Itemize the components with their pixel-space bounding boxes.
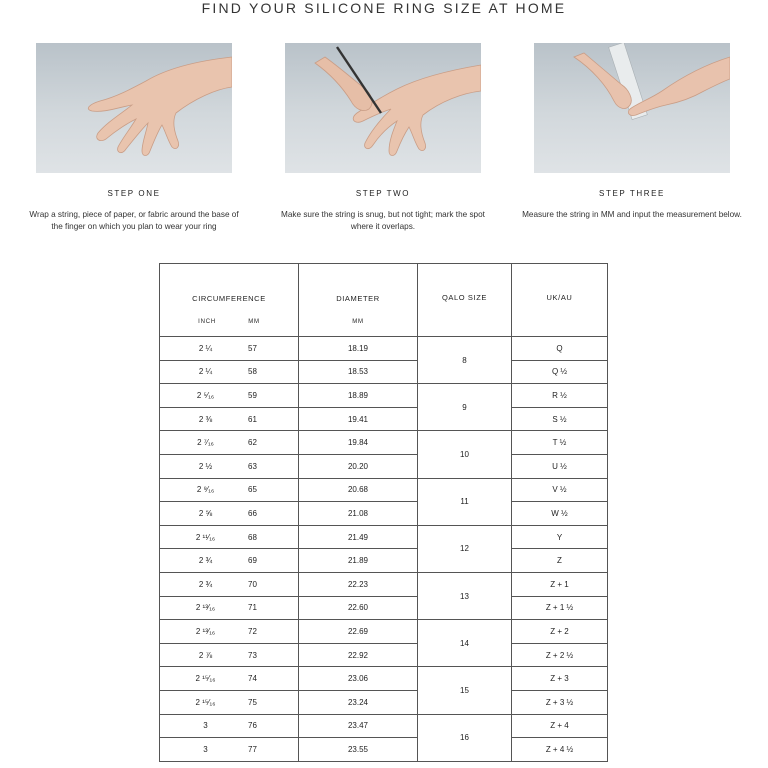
inch-value: 2 ⅞ — [198, 650, 213, 660]
circumference-cell — [160, 384, 299, 408]
step-two-text: Make sure the string is snug, but not tight; mark the spot where it overlaps. — [281, 210, 485, 231]
step-three-photo — [534, 43, 730, 173]
step-three-text: Measure the string in MM and input the measurement below. — [522, 210, 742, 219]
diameter-value: 22.60 — [299, 596, 418, 620]
table-row — [160, 643, 608, 667]
qalo-size-value: 8 — [418, 337, 512, 384]
ukau-value: U ½ — [512, 454, 608, 478]
table-row — [160, 431, 608, 455]
ukau-value: Z + 3 ½ — [512, 690, 608, 714]
diameter-value: 23.06 — [299, 667, 418, 691]
circumference-cell — [160, 407, 299, 431]
mm-value: 72 — [248, 626, 257, 636]
diameter-value: 21.89 — [299, 549, 418, 573]
inch-value: 2 ¼ — [198, 367, 213, 377]
table-row — [160, 667, 608, 691]
diameter-value: 23.55 — [299, 738, 418, 762]
mm-value: 62 — [248, 438, 257, 448]
ukau-value: Z + 1 — [512, 572, 608, 596]
circumference-cell — [160, 525, 299, 549]
diameter-value: 23.47 — [299, 714, 418, 738]
step-one-text: Wrap a string, piece of paper, or fabric around the base of the finger on which you plan to wear your ring — [29, 210, 239, 231]
ukau-value: Q ½ — [512, 360, 608, 384]
measure-illustration — [534, 43, 730, 173]
circumference-cell — [160, 667, 299, 691]
table-row — [160, 337, 608, 361]
mm-value: 73 — [248, 650, 257, 660]
circumference-label: CIRCUMFERENCE — [192, 294, 266, 303]
ukau-value: S ½ — [512, 407, 608, 431]
diameter-value: 20.20 — [299, 454, 418, 478]
qalo-size-value: 12 — [418, 525, 512, 572]
circumference-cell — [160, 690, 299, 714]
mm-value: 57 — [248, 343, 257, 353]
diameter-unit-label: MM — [352, 319, 364, 325]
diameter-value: 19.41 — [299, 407, 418, 431]
mm-value: 61 — [248, 414, 257, 424]
diameter-value: 19.84 — [299, 431, 418, 455]
ukau-value: Y — [512, 525, 608, 549]
circumference-header — [160, 264, 299, 337]
inch-value: 2 ½ — [198, 461, 213, 471]
step-one-title: STEP ONE — [107, 189, 161, 198]
circumference-cell — [160, 714, 299, 738]
diameter-value: 21.08 — [299, 502, 418, 526]
inch-value: 2 ⁷⁄₁₆ — [197, 438, 214, 448]
inch-value: 2 ¹³⁄₁₆ — [195, 626, 216, 636]
diameter-value: 18.53 — [299, 360, 418, 384]
ukau-value: Z — [512, 549, 608, 573]
table-row — [160, 572, 608, 596]
qalo-size-label: QALO SIZE — [442, 293, 487, 302]
table-row — [160, 384, 608, 408]
inch-value: 3 — [203, 744, 208, 754]
ukau-value: T ½ — [512, 431, 608, 455]
inch-value: 2 ¼ — [198, 343, 213, 353]
ukau-value: R ½ — [512, 384, 608, 408]
circumference-cell — [160, 502, 299, 526]
mm-value: 66 — [248, 508, 257, 518]
qalo-size-value: 13 — [418, 572, 512, 619]
circumference-cell — [160, 478, 299, 502]
circumference-cell — [160, 643, 299, 667]
ukau-value: Q — [512, 337, 608, 361]
qalo-size-value: 16 — [418, 714, 512, 761]
circumference-cell — [160, 572, 299, 596]
mm-value: 71 — [248, 603, 257, 613]
mm-label: MM — [248, 319, 260, 325]
inch-value: 2 ⅜ — [198, 414, 213, 424]
qalo-size-value: 11 — [418, 478, 512, 525]
step-three-title: STEP THREE — [599, 189, 665, 198]
table-row — [160, 454, 608, 478]
circumference-cell — [160, 620, 299, 644]
qalo-size-value: 9 — [418, 384, 512, 431]
table-row — [160, 525, 608, 549]
inch-value: 2 ⅝ — [198, 508, 213, 518]
mm-value: 77 — [248, 744, 257, 754]
ukau-value: Z + 2 ½ — [512, 643, 608, 667]
mm-value: 59 — [248, 390, 257, 400]
table-row — [160, 478, 608, 502]
table-row — [160, 714, 608, 738]
inch-value: 2 ¾ — [198, 579, 213, 589]
ukau-value: W ½ — [512, 502, 608, 526]
mm-value: 70 — [248, 579, 257, 589]
circumference-cell — [160, 337, 299, 361]
table-row — [160, 502, 608, 526]
inch-value: 3 — [203, 721, 208, 731]
hand-wrap-illustration — [36, 43, 232, 173]
mm-value: 68 — [248, 532, 257, 542]
inch-value: 2 ¾ — [198, 556, 213, 566]
diameter-label: DIAMETER — [336, 294, 380, 303]
mm-value: 69 — [248, 556, 257, 566]
ring-size-table — [159, 263, 608, 762]
diameter-value: 23.24 — [299, 690, 418, 714]
page-title: FIND YOUR SILICONE RING SIZE AT HOME — [201, 0, 567, 16]
table-row — [160, 360, 608, 384]
inch-value: 2 ¹⁵⁄₁₆ — [195, 674, 216, 684]
table-row — [160, 620, 608, 644]
table-row — [160, 596, 608, 620]
diameter-value: 20.68 — [299, 478, 418, 502]
circumference-cell — [160, 360, 299, 384]
table-row — [160, 738, 608, 762]
circumference-cell — [160, 596, 299, 620]
ukau-value: Z + 4 — [512, 714, 608, 738]
diameter-value: 22.23 — [299, 572, 418, 596]
ukau-value: Z + 1 ½ — [512, 596, 608, 620]
mm-value: 75 — [248, 697, 257, 707]
inch-value: 2 ¹³⁄₁₆ — [195, 603, 216, 613]
mm-value: 63 — [248, 461, 257, 471]
inch-value: 2 ¹⁵⁄₁₆ — [195, 697, 216, 707]
qalo-size-value: 15 — [418, 667, 512, 714]
qalo-size-header — [418, 264, 512, 337]
table-row — [160, 690, 608, 714]
inch-label: INCH — [198, 319, 216, 325]
circumference-cell — [160, 549, 299, 573]
diameter-value: 18.19 — [299, 337, 418, 361]
diameter-header — [299, 264, 418, 337]
inch-value: 2 ¹¹⁄₁₆ — [195, 532, 216, 542]
table-body — [160, 337, 608, 762]
circumference-cell — [160, 454, 299, 478]
qalo-size-value: 10 — [418, 431, 512, 478]
mm-value: 58 — [248, 367, 257, 377]
circumference-cell — [160, 738, 299, 762]
inch-value: 2 ⁵⁄₁₆ — [196, 390, 215, 400]
inch-value: 2 ⁹⁄₁₆ — [196, 485, 215, 495]
hand-mark-illustration — [285, 43, 481, 173]
diameter-value: 22.69 — [299, 620, 418, 644]
table-header-row — [160, 264, 608, 337]
ukau-value: Z + 3 — [512, 667, 608, 691]
diameter-value: 21.49 — [299, 525, 418, 549]
step-two-title: STEP TWO — [355, 189, 411, 198]
ukau-value: Z + 2 — [512, 620, 608, 644]
step-two-photo — [285, 43, 481, 173]
step-one-photo — [36, 43, 232, 173]
circumference-cell — [160, 431, 299, 455]
diameter-value: 22.92 — [299, 643, 418, 667]
diameter-value: 18.89 — [299, 384, 418, 408]
ukau-header — [512, 264, 608, 337]
ukau-value: Z + 4 ½ — [512, 738, 608, 762]
ukau-label: UK/AU — [546, 293, 573, 302]
table-row — [160, 549, 608, 573]
mm-value: 65 — [248, 485, 257, 495]
table-row — [160, 407, 608, 431]
mm-value: 74 — [248, 674, 257, 684]
ukau-value: V ½ — [512, 478, 608, 502]
mm-value: 76 — [248, 721, 257, 731]
qalo-size-value: 14 — [418, 620, 512, 667]
